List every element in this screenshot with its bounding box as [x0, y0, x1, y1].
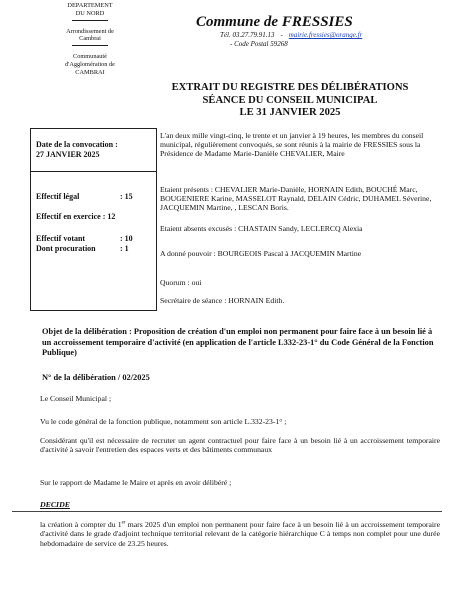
commune-title: Commune de FRESSIES — [196, 14, 353, 30]
pouvoir: A donné pouvoir : BOURGEOIS Pascal à JACQUEMIN Martine — [160, 249, 362, 258]
arrondissement-line2: Cambrai — [79, 35, 101, 43]
numero-deliberation: N° de la délibération / 02/2025 — [42, 373, 150, 382]
paragraph-considerant: Considérant qu'il est nécessaire de recruter un agent contractuel pour faire face à un besoin lié à un accroissement temporaire d'activité à savoir l'entretien des espaces verts et des bâtiments communaux — [40, 436, 440, 455]
postcode: - Code Postal 59268 — [230, 40, 288, 48]
paragraph-creation — [40, 520, 440, 548]
communaute-line1: Communauté — [73, 53, 107, 61]
quorum: Quorum : oui — [160, 278, 202, 287]
left-header-block — [30, 2, 150, 77]
effectif-legal — [36, 192, 133, 202]
communaute-line2: d'Agglomération de — [65, 60, 115, 68]
effectif-exercice: Effectif en exercice : 12 — [36, 212, 116, 221]
extrait-line2: SÉANCE DU CONSEIL MUNICIPAL — [202, 94, 378, 106]
creation-start: la création à compter du 1 — [40, 520, 122, 529]
email-link[interactable]: mairie.fressies@orange.fr — [288, 31, 363, 39]
department-line2: DU NORD — [75, 9, 105, 17]
secretaire-seance: Secrétaire de séance : HORNAIN Edith. — [160, 296, 285, 305]
extrait-line3: LE 31 JANVIER 2025 — [239, 107, 341, 118]
arrondissement-line1: Arrondissement de — [66, 27, 114, 35]
separator-line — [12, 511, 442, 512]
divider — [72, 20, 108, 21]
creation-rest: mars 2025 d'un emploi non permanent pour faire face à un besoin lié à un accroissement temporaire d'activité dans le grade d'adjoint technique territorial relevant de la catégorie hiérarchique C à temps non complet pour une durée hebdomadaire de service de 23.25 heures. — [40, 520, 440, 548]
communaute-line3: CAMBRAI — [75, 68, 105, 76]
effectif-votant — [36, 234, 133, 244]
email-separator: - — [280, 31, 283, 39]
procuration-value: : 1 — [120, 244, 129, 253]
frame-divider — [31, 171, 156, 172]
creation-superscript: er — [121, 520, 126, 526]
extrait-title — [130, 82, 450, 120]
paragraph-rapport: Sur le rapport de Madame le Maire et après en avoir délibéré ; — [40, 478, 232, 487]
contact-block — [220, 31, 362, 49]
department-line1: DEPARTEMENT — [67, 2, 113, 9]
objet-deliberation: Objet de la délibération : Proposition de création d'un emploi non permanent pour faire face à un besoin lié à un accroissement temporaire d'activité (en application de l'article L332-23-1° du Code Général de la Fonction Publique) — [42, 327, 434, 357]
paragraph-vu: Vu le code général de la fonction publique, notamment son article L.332-23-1° ; — [40, 417, 287, 426]
convocation-label: Date de la convocation : — [36, 140, 118, 149]
decide-heading: DECIDE — [40, 500, 70, 509]
effectif-legal-value: : 15 — [120, 192, 133, 201]
paragraph-conseil: Le Conseil Municipal ; — [40, 394, 112, 403]
extrait-line1: EXTRAIT DU REGISTRE DES DÉLIBÉRATIONS — [171, 82, 409, 93]
presents-list: Etaient présents : CHEVALIER Marie-Danièle, HORNAIN Edith, BOUCHÉ Marc, BOUGENIERE Karine, MASSELOT Raynald, DELAIN Cédric, DUHAMEL Séverine, JACQUEMIN Martine, , LESCAN Boris. — [160, 185, 432, 213]
absents-excuses: Etaient absents excusés : CHASTAIN Sandy, LECLERCQ Alexia — [160, 224, 363, 233]
divider — [72, 45, 108, 46]
convocation-date: 27 JANVIER 2025 — [36, 150, 100, 159]
effectif-legal-label: Effectif légal — [36, 192, 80, 201]
procuration — [36, 244, 129, 254]
seance-intro: L'an deux mille vingt-cinq, le trente et un janvier à 19 heures, les membres du conseil municipal, régulièrement convoqués, se sont réunis à la mairie de FRESSIES sous la Présidence de Madame Marie-Danièle CHEVALIER, Maire — [160, 131, 424, 159]
procuration-label: Dont procuration — [36, 244, 96, 253]
phone-number: Tél. 03.27.79.91.13 — [220, 31, 275, 39]
convocation-block — [36, 140, 118, 160]
effectif-votant-value: : 10 — [120, 234, 133, 243]
effectif-votant-label: Effectif votant — [36, 234, 86, 243]
